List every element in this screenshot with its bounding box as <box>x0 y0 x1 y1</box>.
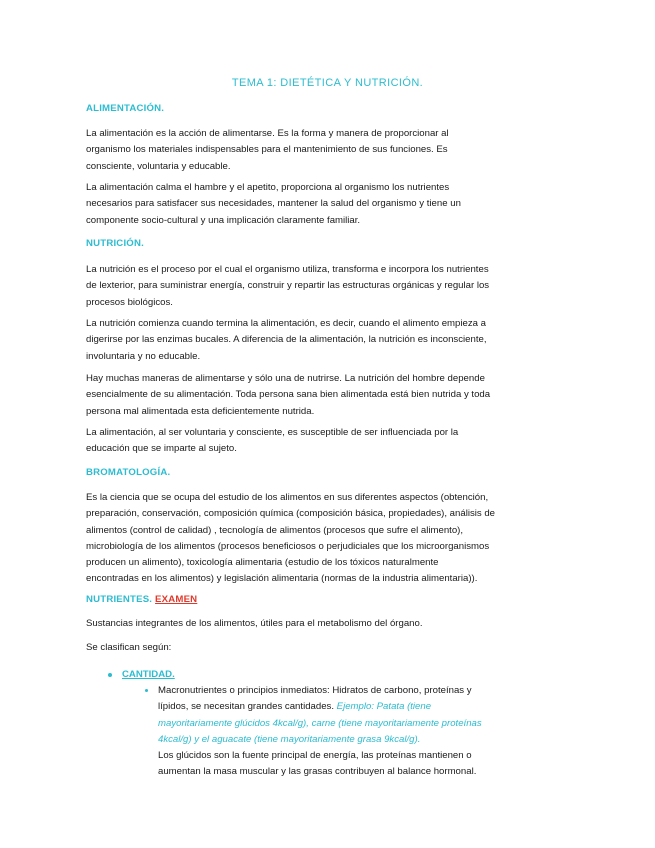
heading-bromatologia: BROMATOLOGÍA. <box>86 467 171 478</box>
paragraph-nutricion-4: La alimentación, al ser voluntaria y consciente, es susceptible de ser influenciada por la educación que se imparte al sujeto. <box>86 427 459 455</box>
paragraph-nutricion-2: La nutrición comienza cuando termina la alimentación, es decir, cuando el alimento empieza a digerirse por las enzimas bucales. A diferencia de la alimentación, la nutrición es inconsciente, involuntaria y no educable. <box>86 318 487 362</box>
exam-tag: EXAMEN <box>155 594 198 605</box>
page-title: TEMA 1: DIETÉTICA Y NUTRICIÓN. <box>231 77 424 89</box>
paragraph-alimentacion-1: La alimentación es la acción de alimentarse. Es la forma y manera de proporcionar al organismo los materiales indispensables para el mantenimiento de sus funciones. Es consciente, voluntaria y educable. <box>86 128 449 172</box>
heading-nutrientes-label: NUTRIENTES. <box>86 594 153 605</box>
example-text: Ejemplo: Patata (tiene <box>336 701 432 713</box>
paragraph-alimentacion-2: La alimentación calma el hambre y el apetito, proporciona al organismo los nutrientes necesarios para satisfacer sus necesidades, mantener la salud del organismo y tiene un componente socio-cultural y una implicación claramente familiar. <box>86 182 461 226</box>
paragraph-nutricion-3: Hay muchas maneras de alimentarse y sólo una de nutrirse. La nutrición del hombre depende esencialmente de su alimentación. Toda persona sana bien alimentada está bien nutrida y toda persona mal alimentada esta deficientemente nutrida. <box>86 373 491 417</box>
paragraph-nutrientes-2: Se clasifican según: <box>86 642 172 653</box>
paragraph-bromatologia: Es la ciencia que se ocupa del estudio de los alimentos en sus diferentes aspectos (obtención, preparación, conservación, composición química (composición básica, propiedades), análisis de alimentos (control de calidad) , tecnología de alimentos (procesos que sufre el alimento), microbiología de los alimentos (procesos beneficiosos o perjudiciales que los microorganismos producen un alimento), toxicología alimentaria (estudio de los tóxicos naturalmente encontradas en los alimentos) y legislación alimentaria (normas de la industria alimentaria)). <box>86 492 496 585</box>
heading-nutrientes <box>86 592 197 608</box>
sublist-item-text: Macronutrientes o principios inmediatos: Hidratos de carbono, proteínas y lípidos, se necesitan grandes cantidades. Ejemplo: Patata (tiene mayoritariamente glúcidos 4kcal/g), carne (tiene mayoritariamente proteínas 4kcal/g) y el aguacate (tiene mayoritariamente grasa 9kcal/g). Los glúcidos son la fuente principal de energía, las proteínas mantienen o aumentan la masa muscular y las grasas contribuyen al balance hormonal. <box>158 685 482 778</box>
sub-bullet-icon <box>145 689 148 692</box>
bullet-icon <box>108 673 112 677</box>
paragraph-nutrientes-1: Sustancias integrantes de los alimentos, útiles para el metabolismo del órgano. <box>86 618 423 629</box>
heading-nutricion: NUTRICIÓN. <box>86 238 144 249</box>
paragraph-nutricion-1: La nutrición es el proceso por el cual el organismo utiliza, transforma e incorpora los nutrientes de lexterior, para suministrar energía, construir y repartir las estructuras orgánicas y regular los procesos biológicos. <box>86 264 490 308</box>
heading-alimentacion: ALIMENTACIÓN. <box>86 103 165 114</box>
list-item-cantidad-label: CANTIDAD. <box>122 669 175 680</box>
